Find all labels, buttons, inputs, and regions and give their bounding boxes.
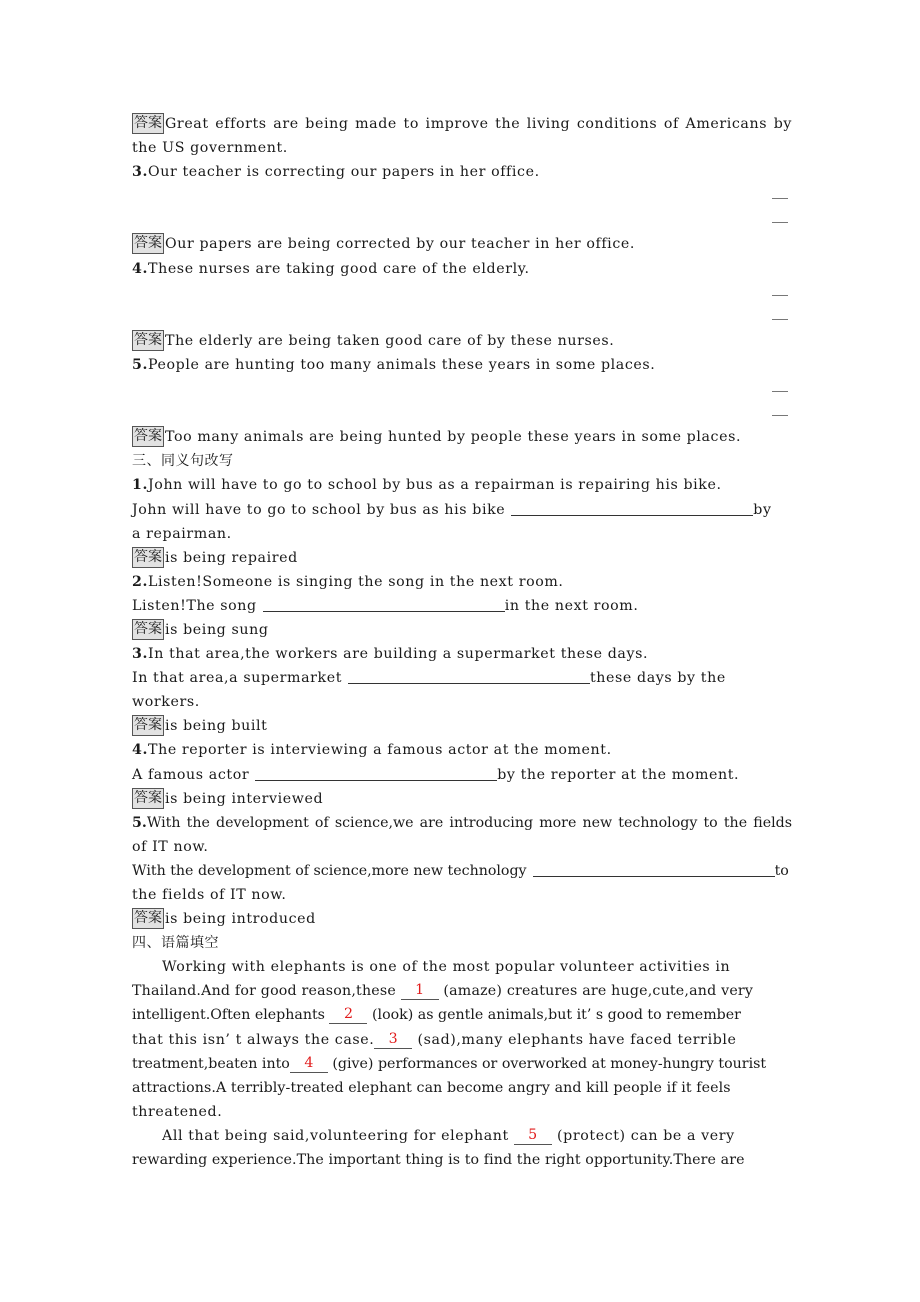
answer-space bbox=[132, 281, 792, 305]
question-line: 4.The reporter is interviewing a famous actor at the moment. bbox=[132, 742, 612, 759]
rewrite-line-cont: the fields of IT now. bbox=[132, 887, 287, 903]
question-number: 3. bbox=[132, 164, 149, 181]
question-number: 2. bbox=[132, 573, 149, 590]
question-line: 3.In that area,the workers are building a supermarket these days. bbox=[132, 646, 649, 663]
answer-badge: 答案 bbox=[132, 547, 164, 568]
passage-line: that this isn’ t always the case. 3 (sad),many elephants have faced terrible bbox=[132, 1030, 737, 1048]
answer-space bbox=[132, 401, 792, 425]
answer-space bbox=[132, 184, 792, 208]
answer-badge: 答案 bbox=[132, 330, 164, 351]
question-number: 3. bbox=[132, 646, 149, 663]
answer-badge: 答案 bbox=[132, 426, 164, 447]
question-number: 5. bbox=[132, 356, 149, 373]
answer-line: 答案 is being sung bbox=[134, 620, 269, 638]
question-line: 4.These nurses are taking good care of the elderly. bbox=[132, 260, 530, 277]
answer-line: 答案 Our papers are being corrected by our teacher in her office. bbox=[134, 235, 635, 253]
question-line: 2.Listen!Someone is singing the song in the next room. bbox=[132, 573, 564, 590]
answer-space bbox=[132, 377, 792, 401]
answer-badge: 答案 bbox=[132, 113, 164, 134]
answer-line: 答案 The elderly are being taken good care of by these nurses. bbox=[134, 331, 615, 349]
answer-space bbox=[132, 305, 792, 329]
section-heading: 四、语篇填空 bbox=[132, 935, 219, 952]
question-line: 1.John will have to go to school by bus as a repairman is repairing his bike. bbox=[132, 477, 722, 494]
fill-blank[interactable] bbox=[511, 499, 753, 516]
margin-dash bbox=[772, 319, 788, 320]
question-number: 4. bbox=[132, 260, 149, 277]
numbered-blank-1[interactable]: 1 bbox=[401, 982, 439, 1000]
answer-line: 答案 is being built bbox=[134, 717, 268, 735]
rewrite-line-cont: a repairman. bbox=[132, 525, 232, 542]
passage-line: Thailand.And for good reason,these 1 (amaze) creatures are huge,cute,and very bbox=[132, 982, 754, 1000]
margin-dash bbox=[772, 295, 788, 296]
question-line: 3.Our teacher is correcting our papers in her office. bbox=[132, 164, 540, 181]
answer-badge: 答案 bbox=[132, 233, 164, 254]
passage-line: Working with elephants is one of the most popular volunteer activities in bbox=[162, 959, 731, 976]
passage-line: threatened. bbox=[132, 1103, 223, 1120]
rewrite-line: With the development of science,more new technology to bbox=[132, 859, 792, 883]
question-number: 4. bbox=[132, 742, 149, 759]
question-line: 5.People are hunting too many animals these years in some places. bbox=[132, 356, 656, 373]
numbered-blank-3[interactable]: 3 bbox=[374, 1031, 412, 1049]
question-line: 5.With the development of science,we are introducing more new technology to the fields bbox=[132, 814, 792, 831]
answer-badge: 答案 bbox=[132, 715, 164, 736]
margin-dash bbox=[772, 415, 788, 416]
numbered-blank-5[interactable]: 5 bbox=[514, 1127, 552, 1145]
rewrite-line-cont: workers. bbox=[132, 694, 200, 711]
answer-line: 答案 Too many animals are being hunted by people these years in some places. bbox=[134, 428, 742, 446]
margin-dash bbox=[772, 391, 788, 392]
fill-blank[interactable] bbox=[348, 667, 590, 684]
numbered-blank-2[interactable]: 2 bbox=[329, 1006, 367, 1024]
question-number: 5. bbox=[132, 814, 147, 831]
margin-dash bbox=[772, 222, 788, 223]
question-number: 1. bbox=[132, 477, 149, 494]
answer-line: 答案 is being repaired bbox=[134, 548, 298, 566]
fill-blank[interactable] bbox=[263, 595, 505, 612]
answer-badge: 答案 bbox=[132, 619, 164, 640]
worksheet-page bbox=[132, 112, 792, 1172]
answer-line: 答案 is being interviewed bbox=[134, 789, 324, 807]
rewrite-line: Listen!The song in the next room. bbox=[132, 594, 792, 618]
passage-line: attractions.A terribly-treated elephant can become angry and kill people if it feels bbox=[132, 1079, 731, 1096]
answer-badge: 答案 bbox=[132, 788, 164, 809]
answer-badge: 答案 bbox=[132, 908, 164, 929]
section-heading: 三、同义句改写 bbox=[132, 453, 234, 470]
answer-line-cont: the US government. bbox=[132, 140, 288, 157]
fill-blank[interactable] bbox=[533, 860, 775, 877]
margin-dash bbox=[772, 198, 788, 199]
answer-line: 答案 Great efforts are being made to improve the living conditions of Americans by bbox=[134, 115, 792, 132]
passage-line: treatment,beaten into 4 (give) performances or overworked at money-hungry tourist bbox=[132, 1054, 767, 1072]
question-line-cont: of IT now. bbox=[132, 838, 209, 855]
passage-line: intelligent.Often elephants 2 (look) as gentle animals,but it’ s good to remember bbox=[132, 1006, 741, 1024]
answer-line: 答案 is being introduced bbox=[134, 910, 316, 928]
rewrite-line: A famous actor by the reporter at the moment. bbox=[132, 763, 792, 787]
rewrite-line: In that area,a supermarket these days by the bbox=[132, 666, 792, 690]
passage-line: rewarding experience.The important thing is to find the right opportunity.There are bbox=[132, 1152, 745, 1169]
answer-space bbox=[132, 208, 792, 232]
passage-line: All that being said,volunteering for elephant 5 (protect) can be a very bbox=[162, 1126, 735, 1144]
fill-blank[interactable] bbox=[255, 764, 497, 781]
numbered-blank-4[interactable]: 4 bbox=[290, 1055, 328, 1073]
rewrite-line: John will have to go to school by bus as his bike by bbox=[132, 498, 792, 522]
